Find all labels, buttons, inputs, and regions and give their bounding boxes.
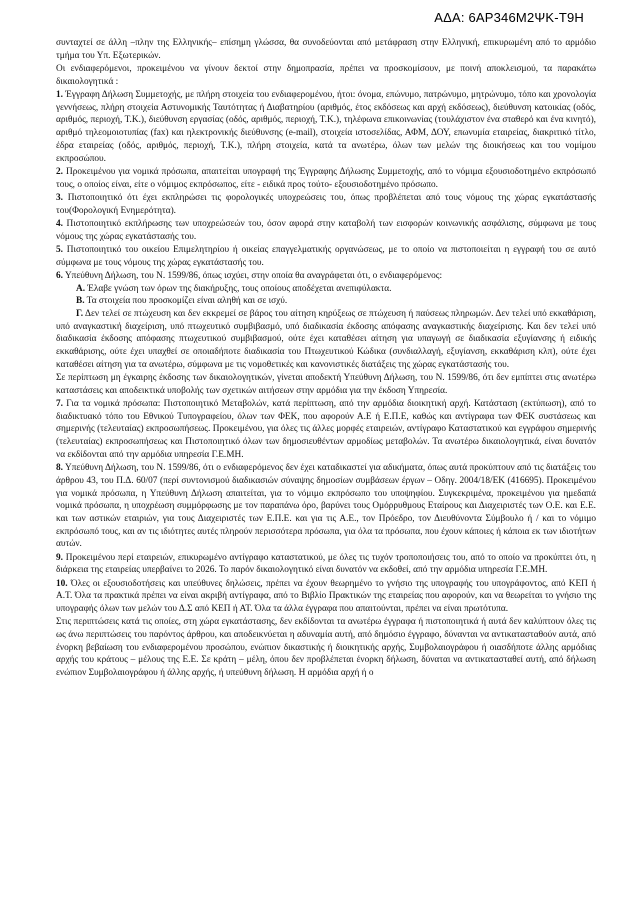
item-number: 4.	[56, 218, 63, 229]
paragraph-item-4: 4. Πιστοποιητικό εκπλήρωσης των υποχρεώσεών του, όσον αφορά στην καταβολή των εισφορών κοινωνικής ασφάλισης, σύμφωνα με τους νόμους της χώρας εγκατάστασής του.	[56, 218, 596, 242]
item-number: 3.	[56, 192, 63, 203]
paragraph-sub-a: Α. Έλαβε γνώση των όρων της διακήρυξης, τους οποίους αποδέχεται ανεπιφύλακτα.	[76, 283, 392, 294]
paragraph-sub-b: Β. Τα στοιχεία που προσκομίζει είναι αληθή και σε ισχύ.	[76, 296, 288, 307]
paragraph-item-1: 1. Έγγραφη Δήλωση Συμμετοχής, με πλήρη στοιχεία του ενδιαφερομένου, ήτοι: όνομα, επώνυμο, πατρώνυμο, μητρώνυμο, τόπο και χρονολογία γεννήσεως, πλήρη στοιχεία Αστυνομικής Ταυτότητας ή Διαβατηρίου (αριθμός, έτος εκδόσεως και αρχή εκδόσεως), διεύθυνση κατοικίας (οδός, αριθμός, περιοχή, Τ.Κ.), διεύθυνση εργασίας (οδός, αριθμός, περιοχή, Τ.Κ.), τηλέφωνα επικοινωνίας (τουλάχιστον ένα σταθερό και ένα κινητό), αριθμό τηλεομοιοτυπίας (fax) και ηλεκτρονικής διεύθυνσης (e-mail), στοιχεία ιστοσελίδας, ΑΦΜ, ΔΟΥ, επωνυμία εταιρείας, διακριτικό τίτλο, έδρα εταιρείας (οδός, αριθμός, περιοχή, Τ.Κ.), πλήρη στοιχεία, κατά τα ανωτέρω, όλων των μελών της διοικήσεως και του νομίμου εκπροσώπου.	[56, 90, 596, 164]
paragraph-item-8: 8. Υπεύθυνη Δήλωση, του Ν. 1599/86, ότι ο ενδιαφερόμενος δεν έχει καταδικαστεί για αδικήματα, όπως αυτά προκύπτουν από τις διατάξεις του άρθρου 43, του Π.Δ. 60/07 (περί συντονισμού διαδικασιών σύναψης δημοσίων συμβάσεων έργων – Οδηγ. 2004/18/ΕΚ (416695). Προκειμένου για νομικά πρόσωπα, η Υπεύθυνη Δήλωση απαιτείται, για το νόμιμο εκπρόσωπο του υποψηφίου. Συγκεκριμένα, προκειμένου για ημεδαπά νομικά πρόσωπα, η υποχρέωση συμμόρφωσης με τον παραπάνω όρο, βαρύνει τους Ομόρρυθμους Εταίρους και Διαχειριστές των Ο.Ε. και Ε.Ε. και των αστικών εταιριών, για τους Διαχειριστές των Ε.Π.Ε. και για τις Α.Ε., τον Πρόεδρο, τον Διευθύνοντα Σύμβουλο ή / και το νόμιμο εκπρόσωπό τους, και αν τις ιδιότητες αυτές πληρούν περισσότερα πρόσωπα, για όλα τα πρόσωπα, που έχουν κάποιες ή κάποια εκ των ιδιοτήτων αυτών.	[56, 463, 596, 550]
item-number: 9.	[56, 552, 63, 563]
item-number: 8.	[56, 463, 63, 474]
paragraph-item-3: 3. Πιστοποιητικό ότι έχει εκπληρώσει τις φορολογικές υποχρεώσεις του, όπως προβλέπεται από τους νόμους της χώρας εγκατάστασής του(Φορολογική Ενημερότητα).	[56, 192, 596, 216]
sub-item-label: Β.	[76, 296, 85, 307]
item-number: 1.	[56, 90, 63, 100]
paragraph-intro-continuation: συνταχτεί σε άλλη –πλην της Ελληνικής– επίσημη γλώσσα, θα συνοδεύονται από μετάφραση στην Ελληνική, επικυρωμένη από το αρμόδιο τμήμα του Υπ. Εξωτερικών.	[56, 38, 596, 61]
item-number: 6.	[56, 270, 63, 281]
item-number: 2.	[56, 166, 63, 177]
paragraph-sub-c: Γ. Δεν τελεί σε πτώχευση και δεν εκκρεμεί σε βάρος του αίτηση κηρύξεως σε πτώχευση ή παύσεως πληρωμών. Δεν τελεί υπό εκκαθάριση, υπό αναγκαστική διαχείριση, υπό πτωχευτικό συμβιβασμό, υπό διαδικασία έκδοσης απόφασης αναγκαστικής διαχείρισης. Και δεν τελεί υπό διαδικασία έκδοσης απόφασης πτωχευτικού συμβιβασμού, ούτε έχει καταθέσει αίτηση για υπαγωγή σε διαδικασία εξυγίανσης ή ειδικής εκκαθάρισης, ούτε έχει υπαχθεί σε οποιαδήποτε διαδικασία του Πτωχευτικού Κώδικα (συνδιαλλαγή, εξυγίανση, εκκαθάριση κλπ), ούτε έχει καταθέσει αίτηση για τα ανωτέρω, σύμφωνα με τις νομοθετικές και κανονιστικές διατάξεις της χώρας εγκατάστασής του.	[56, 308, 596, 370]
paragraph-item-2: 2. Προκειμένου για νομικά πρόσωπα, απαιτείται υπογραφή της Έγγραφης Δήλωσης Συμμετοχής, από το νόμιμα εξουσιοδοτημένο εκπρόσωπό τους, ο οποίος είναι, είτε ο νόμιμος εκπρόσωπος, είτε - ειδικά προς τούτο- εξουσιοδοτημένο πρόσωπο.	[56, 166, 596, 190]
paragraph-item-9: 9. Προκειμένου περί εταιρειών, επικυρωμένο αντίγραφο καταστατικού, με όλες τις τυχόν τροποποιήσεις του, από το οποίο να προκύπτει ότι, η διάρκεια της εταιρείας υπερβαίνει το 2026. Το παρόν δικαιολογητικό είναι δυνατόν να εκδοθεί, από την αρμόδια υπηρεσία Γ.Ε.ΜΗ.	[56, 552, 596, 576]
paragraph-item-6: 6. Υπεύθυνη Δήλωση, του Ν. 1599/86, όπως ισχύει, στην οποία θα αναγράφεται ότι, ο ενδιαφερόμενος:	[56, 270, 443, 281]
paragraph-substitution-cases: Στις περιπτώσεις κατά τις οποίες, στη χώρα εγκατάστασης, δεν εκδίδονται τα ανωτέρω έγγραφα ή πιστοποιητικά ή αυτά δεν καλύπτουν όλες τις ως άνω περιπτώσεις του παρόντος άρθρου, και αποδεικνύεται η αδυναμία αυτή, από δημόσιο έγγραφο, δύνανται να αντικατασταθούν αυτά, από ένορκη βεβαίωση του ενδιαφερομένου προσώπου, ενώπιον δικαστικής ή διοικητικής αρχής, Συμβολαιογράφου ή οιασδήποτε άλλης αρμόδιας αρχής του κράτους – μέλους της Ε.Ε. Σε κράτη – μέλη, όπου δεν προβλέπεται ένορκη δήλωση, δύναται να αντικατασταθεί αυτή, από δήλωση ενώπιον Συμβολαιογράφου ή άλλης αρχής, ή υπεύθυνη δήλωση. Η αρμόδια αρχή ή ο	[56, 617, 596, 679]
sub-item-label: Α.	[76, 283, 86, 294]
paragraph-item-7: 7. Για τα νομικά πρόσωπα: Πιστοποιητικό Μεταβολών, κατά περίπτωση, από την αρμόδια διοικητική αρχή. Κατάσταση (εκτύπωση), από το διαδικτυακό τόπο του Εθνικού Τυπογραφείου, όλων των ΦΕΚ, που αφορούν Α.Ε ή Ε.Π.Ε, καθώς και αντίγραφα των ΦΕΚ συστάσεως και σημερινής (τελευταίας) εκπροσωπήσεως. Προκειμένου, για όλες τις άλλες μορφές εταιρειών, αντίγραφο Καταστατικού και εγγράφου σημερινής (τελευταίας) εκπροσωπήσεως και Πιστοποιητικό όλων των δημοσιευθέντων αρμοδίως μεταβολών. Τα ανωτέρω δικαιολογητικά, είναι δυνατόν να εκδίδονται από την αρμόδια υπηρεσία Γ.Ε.ΜΗ.	[56, 399, 596, 460]
document-body	[56, 37, 596, 680]
sub-item-label: Γ.	[76, 308, 84, 319]
paragraph-late-issuance: Σε περίπτωση μη έγκαιρης έκδοσης των δικαιολογητικών, γίνεται αποδεκτή Υπεύθυνη Δήλωση, του Ν. 1599/86, ότι δεν εμπίπτει στις ανωτέρω καταστάσεις και αποδεικτικά υποβολής των σχετικών αιτήσεων στην αρμόδια για την έκδοση Υπηρεσία.	[56, 373, 596, 396]
item-number: 7.	[56, 399, 63, 410]
item-number: 5.	[56, 244, 63, 255]
item-number: 10.	[56, 578, 68, 589]
paragraph-item-5: 5. Πιστοποιητικό του οικείου Επιμελητηρίου ή οικείας επαγγελματικής οργανώσεως, με το οποίο να πιστοποιείται η εγγραφή του σε αυτό σύμφωνα με τους νόμους της χώρας εγκατάστασής του.	[56, 244, 596, 268]
paragraph-item-10: 10. Όλες οι εξουσιοδοτήσεις και υπεύθυνες δηλώσεις, πρέπει να έχουν θεωρημένο το γνήσιο της υπογραφής του υπογράφοντος, από ΚΕΠ ή Α.Τ. Όλα τα πρακτικά πρέπει να είναι ακριβή αντίγραφα, από το Βιβλίο Πρακτικών της εταιρείας που αφορούν, και να θεωρείται το γνήσιο της υπογραφής όλων των μελών του Δ.Σ από ΚΕΠ ή ΑΤ. Όλα τα άλλα έγγραφα που απαιτούνται, πρέπει να είναι πρωτότυπα.	[56, 578, 596, 615]
ada-code: ΑΔΑ: 6ΑΡ346Μ2ΨΚ-Τ9Η	[434, 10, 584, 25]
paragraph-requirements-intro: Οι ενδιαφερόμενοι, προκειμένου να γίνουν δεκτοί στην δημοπρασία, πρέπει να προσκομίσουν, με ποινή αποκλεισμού, τα παρακάτω δικαιολογητικά :	[56, 64, 596, 87]
